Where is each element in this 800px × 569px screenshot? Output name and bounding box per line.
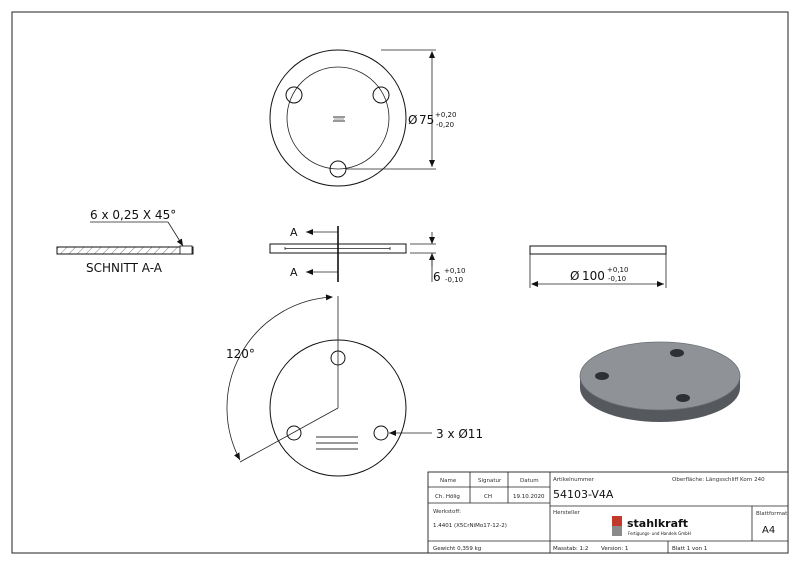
angle-label: 120° <box>226 347 255 361</box>
tb-version: Version: 1 <box>601 546 629 552</box>
bottom-hole-left <box>287 426 301 440</box>
title-block <box>428 472 788 553</box>
cut-label-top: A <box>290 226 298 239</box>
tb-hersteller-label: Hersteller <box>553 510 580 516</box>
tb-werkstoff: 1.4401 (X5CrNiMo17-12-2) <box>433 523 507 529</box>
edge-plate <box>530 246 666 254</box>
chamfer-detail <box>180 246 192 254</box>
tb-artikelnummer: 54103-V4A <box>553 488 614 501</box>
dim-75-value: 75 <box>419 113 435 127</box>
dim-100-tol-upper: +0,10 <box>607 266 629 274</box>
section-hatch <box>57 247 193 254</box>
engraving-marks <box>333 117 345 121</box>
thickness-tol-lower: -0,10 <box>445 276 464 284</box>
angle-arc <box>227 297 332 460</box>
tb-signatur-header: Signatur <box>478 478 502 484</box>
tb-datum: 19.10.2020 <box>513 494 545 500</box>
chamfer-leader <box>168 222 183 246</box>
iso-hole-1 <box>595 372 609 380</box>
thickness-tol-upper: +0,10 <box>444 267 466 275</box>
hole-top-left <box>286 87 302 103</box>
iso-hole-3 <box>676 394 690 402</box>
dim-75-tol-upper: +0,20 <box>435 111 457 119</box>
engraving-lines <box>316 437 358 449</box>
thickness-value: 6 <box>433 270 441 284</box>
edge-view <box>530 246 666 288</box>
holes-label: 3 x Ø11 <box>436 427 484 441</box>
tb-blatt: Blatt 1 von 1 <box>672 546 708 552</box>
dim-75-symbol: Ø <box>408 113 418 127</box>
tb-name-header: Name <box>440 478 457 484</box>
brand-logo-mark <box>612 516 622 526</box>
bottom-view <box>226 296 483 476</box>
tb-gewicht: Gewicht 0,359 kg <box>433 546 482 552</box>
dim-75-tol-lower: -0,20 <box>436 121 455 129</box>
section-view <box>57 208 193 275</box>
inner-circle <box>287 67 389 169</box>
outer-circle <box>270 50 406 186</box>
chamfer-label: 6 x 0,25 X 45° <box>90 208 177 222</box>
dim-100-tol-lower: -0,10 <box>608 275 627 283</box>
cut-label-bottom: A <box>290 266 298 279</box>
tb-oberflaeche: Oberfläche: Längsschliff Korn 240 <box>672 477 765 483</box>
tb-blattformat: A4 <box>762 525 776 536</box>
tb-name: Ch. Hölig <box>435 494 460 500</box>
top-view <box>270 50 456 186</box>
side-view <box>270 226 465 284</box>
dim-100-symbol: Ø <box>570 269 580 283</box>
section-title: SCHNITT A-A <box>86 261 163 275</box>
brand-tagline: Fertigungs- und Handels GmbH <box>628 531 691 536</box>
hole-top-right <box>373 87 389 103</box>
iso-hole-2 <box>670 349 684 357</box>
tb-datum-header: Datum <box>520 478 539 484</box>
tb-werkstoff-label: Werkstoff: <box>433 509 461 515</box>
tb-massstab: Masstab: 1:2 <box>553 546 589 552</box>
bottom-hole-right <box>374 426 388 440</box>
tb-blattformat-label: Blattformat <box>756 511 788 517</box>
tb-signatur: CH <box>484 494 492 500</box>
tb-artikelnummer-label: Artikelnummer <box>553 477 594 483</box>
brand-name: stahlkraft <box>627 517 689 530</box>
isometric-plate <box>580 342 740 422</box>
dim-100-value: 100 <box>582 269 605 283</box>
